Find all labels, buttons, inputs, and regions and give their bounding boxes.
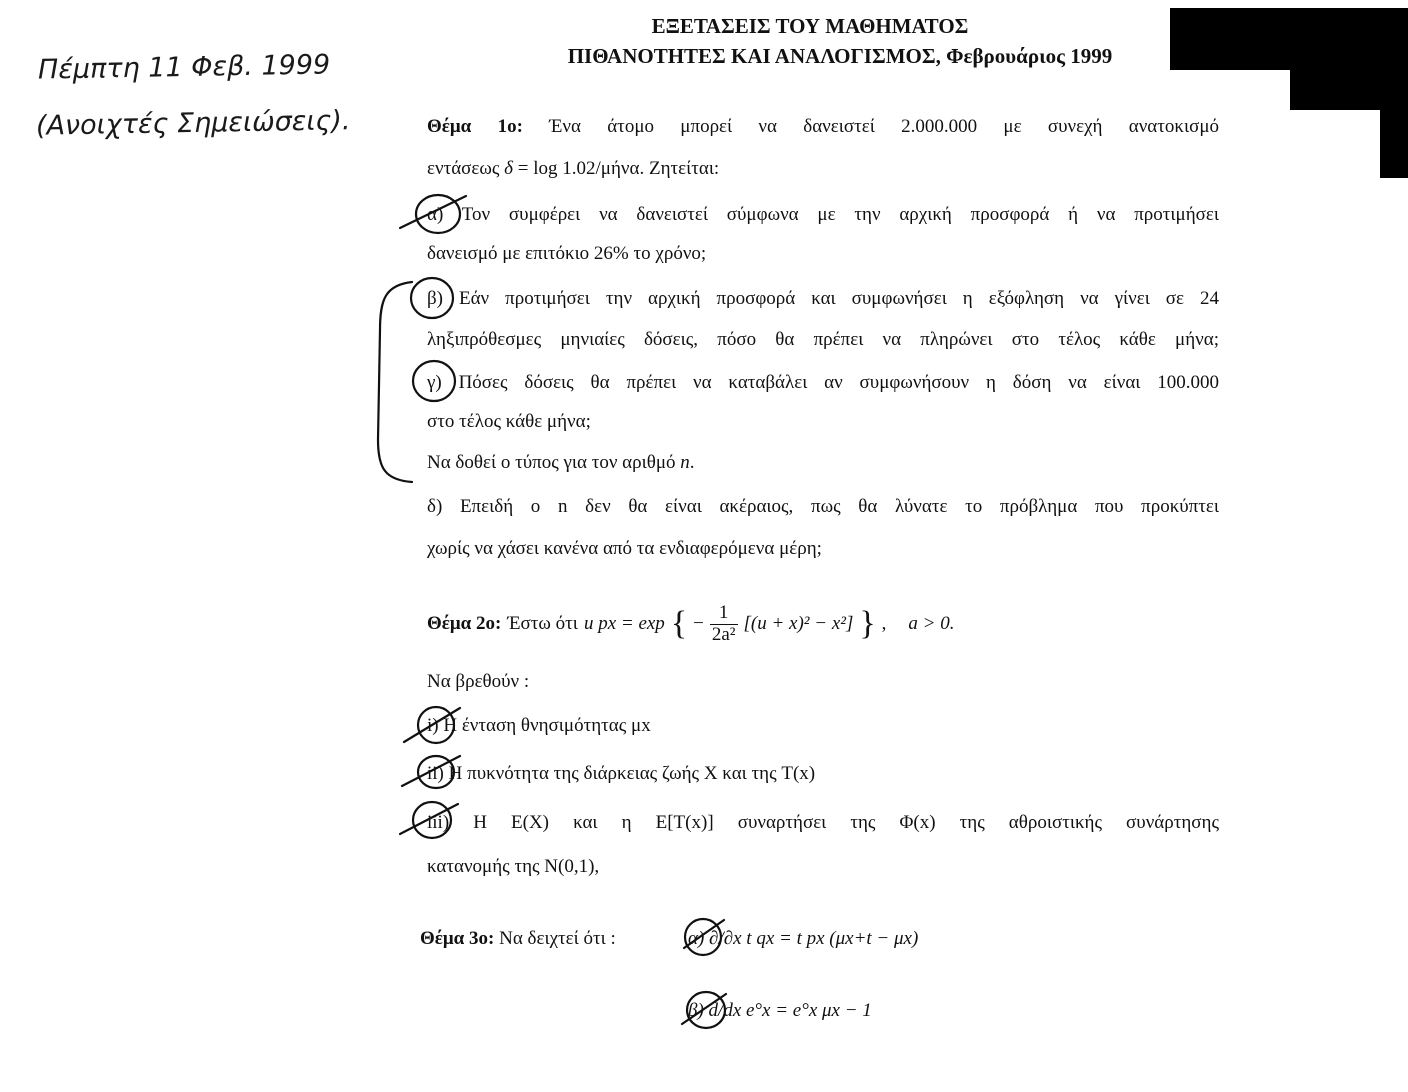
- q2-minus: −: [693, 613, 704, 634]
- strike-mark-q3b: [682, 994, 726, 1024]
- q1-part-c-line2: στο τέλος κάθε μήνα;: [427, 411, 591, 432]
- q1-n-symbol: n: [680, 452, 690, 473]
- course-title-and-date: ΠΙΘΑΝΟΤΗΤΕΣ ΚΑΙ ΑΝΑΛΟΓΙΣΜΟΣ, Φεβρουάριος 1999: [567, 44, 1113, 68]
- circle-mark-q2iii: [413, 802, 451, 838]
- circle-mark-q1a: [416, 195, 460, 233]
- q2-formula-tail: [(u + x)² − x²]: [743, 613, 854, 634]
- q2-part-iii-line2: κατανομής της N(0,1),: [427, 856, 600, 877]
- q2-part-iii-line1: iii) Η E(X) και η E[T(x)] συναρτήσει της Φ(x) της αθροιστικής συνάρτησης: [427, 812, 1219, 833]
- q2-part-ii: ii) Η πυκνότητα της διάρκειας ζωής X και της T(x): [427, 763, 816, 784]
- q2-comma: ,: [881, 613, 887, 634]
- q1-part-a-line2: δανεισμό με επιτόκιο 26% το χρόνο;: [427, 243, 707, 264]
- q1-intro-text: Ένα άτομο μπορεί να δανειστεί 2.000.000 με συνεχή ανατοκισμό: [549, 116, 1220, 137]
- q1-label: Θέμα 1ο:: [427, 116, 523, 137]
- q2-left-brace: {: [670, 605, 688, 642]
- q1-c3c: .: [689, 452, 695, 473]
- q2-label: Θέμα 2ο:: [427, 613, 502, 634]
- circle-mark-q1b: [411, 278, 453, 318]
- q1-delta-symbol: δ: [504, 158, 514, 179]
- circle-mark-q1c: [413, 361, 455, 401]
- q2-part-i: i) Η ένταση θνησιμότητας μx: [427, 715, 651, 736]
- q2-right-brace: }: [859, 605, 876, 642]
- q1-part-b-line2: ληξιπρόθεσμες μηνιαίες δόσεις, πόσο θα πρέπει να πληρώνει στο τέλος κάθε μήνα;: [427, 329, 1219, 350]
- q2-find-label: Να βρεθούν :: [427, 671, 530, 692]
- q2-intro: Έστω ότι: [507, 613, 578, 634]
- q1-part-a-line1: α) Τον συμφέρει να δανειστεί σύμφωνα με την αρχική προσφορά ή να προτιμήσει: [427, 204, 1219, 225]
- q1-intro2c: = log 1.02/μήνα. Ζητείται:: [513, 158, 720, 179]
- q1-intro2a: εντάσεως: [427, 158, 505, 179]
- strike-mark-q2i: [404, 708, 460, 742]
- q1-part-c-line1: γ) Πόσες δόσεις θα πρέπει να καταβάλει αν συμφωνήσουν η δόση να είναι 100.000: [427, 372, 1219, 393]
- q1-part-d-line1: δ) Επειδή ο n δεν θα είναι ακέραιος, πως θα λύνατε το πρόβλημα που προκύπτει: [427, 496, 1219, 517]
- handwritten-open-notes: (Ανοιχτές Σημειώσεις).: [35, 105, 351, 142]
- q3-intro: Να δειχτεί ότι :: [499, 928, 616, 949]
- q2-condition: a > 0.: [908, 613, 955, 634]
- q3-label: Θέμα 3ο:: [420, 928, 495, 949]
- q1-part-b-line1: β) Εάν προτιμήσει την αρχική προσφορά και συμφωνήσει η εξόφληση να γίνει σε 24: [427, 288, 1219, 309]
- q3-part-b-formula: β) d/dx e°x = e°x μx − 1: [688, 1000, 872, 1021]
- q2-frac-num: 1: [710, 603, 738, 625]
- q1-c3a: Να δοθεί ο τύπος για τον αριθμό: [427, 452, 681, 473]
- q3-part-a-formula: α) ∂/∂x t qx = t px (μx+t − μx): [688, 928, 919, 949]
- q2-formula-lhs: u px = exp: [583, 613, 665, 634]
- handwritten-date: Πέμπτη 11 Φεβ. 1999: [37, 49, 331, 86]
- q2-frac-den: 2a²: [711, 623, 736, 645]
- circle-mark-q3a: [685, 919, 721, 955]
- circle-mark-q2i: [418, 707, 454, 743]
- bracket-mark: [378, 282, 412, 482]
- q1-part-d-line2: χωρίς να χάσει κανένα από τα ενδιαφερόμενα μέρη;: [427, 538, 822, 559]
- exam-title: ΕΞΕΤΑΣΕΙΣ ΤΟΥ ΜΑΘΗΜΑΤΟΣ: [651, 14, 969, 38]
